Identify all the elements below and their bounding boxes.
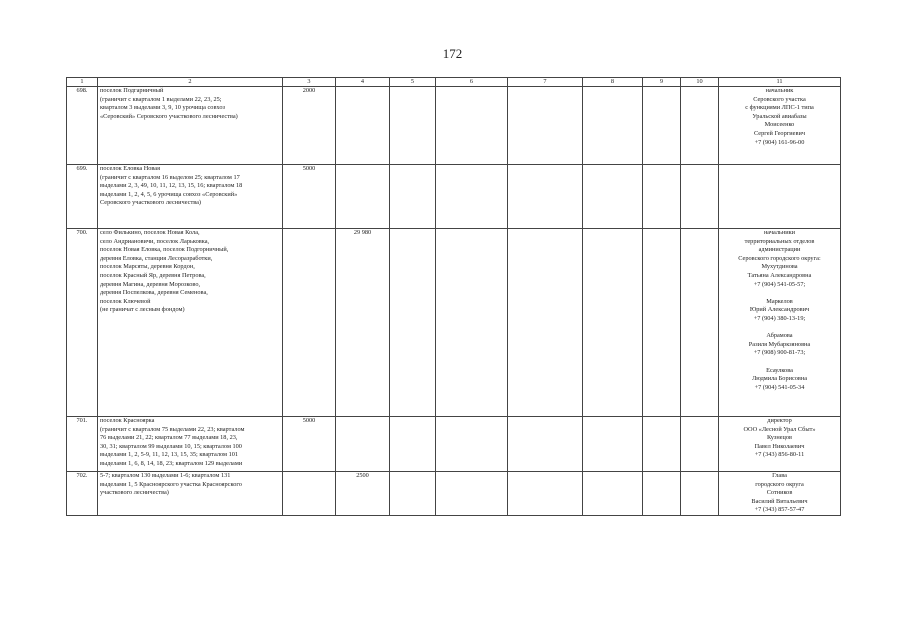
column-6-cell	[436, 165, 508, 229]
desc-line: (не граничат с лесным фондом)	[100, 306, 185, 314]
table-row	[67, 417, 841, 472]
contact-line: Маркелов	[766, 297, 793, 305]
table-row	[67, 165, 841, 229]
column-8-cell	[583, 229, 643, 417]
register-table	[66, 77, 841, 516]
desc-line: выделами 1, 2, 5-9, 11, 12, 13, 15, 35; кварталом 101	[100, 451, 239, 459]
row-number-cell: 699.	[67, 165, 98, 229]
column-8-cell	[583, 417, 643, 472]
desc-line: кварталом 3 выделами 3, 9, 10 урочища совхоз	[100, 104, 225, 112]
contact-line: Василий Витальевич	[751, 497, 808, 505]
contact-line: +7 (343) 856-80-11	[754, 451, 805, 459]
desc-line: Серовского участкового лесничества)	[100, 199, 201, 207]
column-6-cell	[436, 417, 508, 472]
contact-line: Татьяна Александровна	[747, 271, 812, 279]
header-cell: 5	[390, 78, 436, 87]
desc-line: 76 выделами 21, 22; кварталом 77 выделами 18, 23,	[100, 434, 238, 442]
column-3-cell: 2000	[283, 87, 336, 165]
desc-line: поселок Еловка Новая	[100, 165, 160, 172]
contact-line: городского округа	[755, 480, 804, 488]
desc-line: выделами 2, 3, 49, 10, 11, 12, 13, 15, 16; кварталом 18	[100, 182, 243, 190]
column-6-cell	[436, 87, 508, 165]
desc-line: выделами 1, 5 Красноярского участка Красноярского	[100, 480, 242, 488]
table-row	[67, 472, 841, 516]
contact-line: Есаулкова	[766, 366, 793, 374]
header-cell: 11	[719, 78, 841, 87]
desc-line: участкового лесничества)	[100, 489, 169, 497]
row-number-cell: 700.	[67, 229, 98, 417]
contact-cell	[719, 417, 841, 472]
column-5-cell	[390, 87, 436, 165]
contact-line: ООО «Лесной Урал Сбыт»	[743, 425, 816, 433]
row-number-cell: 702.	[67, 472, 98, 516]
contact-line: Юрий Александрович	[749, 306, 810, 314]
column-9-cell	[643, 417, 681, 472]
column-8-cell	[583, 472, 643, 516]
contact-line: Уральской авиабазы	[752, 112, 807, 120]
column-5-cell	[390, 229, 436, 417]
column-7-cell	[508, 417, 583, 472]
contact-cell	[719, 472, 841, 516]
contact-line	[721, 358, 838, 367]
column-3-cell	[283, 229, 336, 417]
contact-line: +7 (343) 857-57-47	[754, 506, 805, 514]
desc-line: поселок Красный Яр, деревня Петрова,	[100, 271, 206, 279]
column-5-cell	[390, 472, 436, 516]
contact-line: +7 (904) 380-13-19;	[753, 314, 806, 322]
desc-line: село Андриановичи, поселок Ларьковка,	[100, 237, 210, 245]
column-7-cell	[508, 87, 583, 165]
contact-line: Сергей Георгиевич	[754, 129, 805, 137]
contact-cell	[719, 229, 841, 417]
header-cell: 6	[436, 78, 508, 87]
header-cell: 7	[508, 78, 583, 87]
header-cell: 2	[98, 78, 283, 87]
contact-line: +7 (904) 541-05-57;	[753, 280, 806, 288]
column-3-cell: 5000	[283, 165, 336, 229]
column-6-cell	[436, 229, 508, 417]
column-4-cell	[336, 165, 390, 229]
contact-line: Сотников	[766, 489, 793, 497]
header-cell: 1	[67, 78, 98, 87]
column-4-cell	[336, 87, 390, 165]
desc-line: (граничит с кварталом 16 выделом 25; кварталом 17	[100, 173, 240, 181]
settlement-description-cell	[98, 87, 283, 165]
column-7-cell	[508, 229, 583, 417]
contact-cell	[719, 87, 841, 165]
contact-line: +7 (908) 900-81-73;	[753, 349, 806, 357]
desc-line: поселок Ключевой	[100, 297, 151, 305]
contact-cell	[719, 165, 841, 229]
desc-line: село Филькино, поселок Новая Кола,	[100, 229, 200, 236]
desc-line: деревня Поспелкова, деревня Семенова,	[100, 289, 208, 297]
column-3-cell: 5000	[283, 417, 336, 472]
contact-line: начальники	[763, 229, 796, 236]
column-7-cell	[508, 165, 583, 229]
desc-line: (граничит с кварталом 75 выделами 22, 23; кварталом	[100, 425, 245, 433]
settlement-description-cell	[98, 229, 283, 417]
contact-line: Кузнецов	[766, 434, 793, 442]
contact-line: администрации	[758, 246, 801, 254]
column-6-cell	[436, 472, 508, 516]
header-cell: 3	[283, 78, 336, 87]
contact-line: директор	[767, 417, 792, 424]
desc-line: деревня Магина, деревня Морозково,	[100, 280, 201, 288]
contact-line	[721, 289, 838, 298]
settlement-description-cell	[98, 165, 283, 229]
contact-line: Абрамова	[766, 332, 793, 340]
header-cell: 8	[583, 78, 643, 87]
desc-line: 30, 31; кварталом 99 выделами 10, 15; кварталом 100	[100, 442, 242, 450]
desc-line: 5-7; кварталом 130 выделами 1-6; кварталом 131	[100, 472, 231, 479]
contact-line: Моисеенко	[764, 121, 795, 129]
desc-line: деревня Еловка, станция Лесоразработки,	[100, 254, 213, 262]
column-10-cell	[681, 229, 719, 417]
desc-line: поселок Марсяты, деревня Кордон,	[100, 263, 195, 271]
contact-line: Серовского участка	[753, 95, 806, 103]
column-10-cell	[681, 165, 719, 229]
contact-line	[721, 324, 838, 333]
column-8-cell	[583, 165, 643, 229]
settlement-description-cell	[98, 472, 283, 516]
settlement-description-cell	[98, 417, 283, 472]
column-3-cell	[283, 472, 336, 516]
column-10-cell	[681, 417, 719, 472]
contact-line: территориальных отделов	[744, 237, 815, 245]
desc-line: поселок Новая Еловка, поселок Подгорничный,	[100, 246, 229, 254]
desc-line: «Серовский» Серовского участкового лесничества)	[100, 112, 238, 120]
desc-line: выделами 1, 6, 8, 14, 18, 23; кварталом 129 выделами	[100, 459, 243, 467]
column-10-cell	[681, 472, 719, 516]
contact-line: Мухутдинова	[761, 263, 798, 271]
column-9-cell	[643, 165, 681, 229]
column-8-cell	[583, 87, 643, 165]
contact-line: начальник	[765, 87, 794, 94]
contact-line: Людмила Борисовна	[751, 375, 808, 383]
column-7-cell	[508, 472, 583, 516]
header-cell: 4	[336, 78, 390, 87]
desc-line: поселок Подгарничный	[100, 87, 164, 94]
desc-line: выделами 1, 2, 4, 5, 6 урочища совхоз «Серовский»	[100, 190, 238, 198]
row-number-cell: 701.	[67, 417, 98, 472]
column-4-cell: 2500	[336, 472, 390, 516]
desc-line: поселок Красноярка	[100, 417, 155, 424]
contact-line: +7 (904) 161-96-00	[754, 138, 805, 146]
column-4-cell	[336, 417, 390, 472]
page-number: 172	[442, 46, 463, 61]
column-4-cell: 29 980	[336, 229, 390, 417]
contact-line: Разиля Мубаркзяновна	[748, 340, 811, 348]
column-9-cell	[643, 472, 681, 516]
desc-line: (граничит с кварталом 1 выделами 22, 23, 25;	[100, 95, 222, 103]
contact-line: Серовского городского округа:	[738, 254, 821, 262]
column-5-cell	[390, 417, 436, 472]
header-cell: 9	[643, 78, 681, 87]
header-row	[67, 78, 841, 87]
contact-line: с функциями ЛПС-1 типа	[745, 104, 814, 112]
row-number-cell: 698.	[67, 87, 98, 165]
contact-line: Павел Николаевич	[754, 442, 805, 450]
column-9-cell	[643, 229, 681, 417]
contact-line: +7 (904) 541-05-34	[754, 383, 805, 391]
column-5-cell	[390, 165, 436, 229]
column-10-cell	[681, 87, 719, 165]
table-row	[67, 229, 841, 417]
contact-line: Глава	[772, 472, 787, 479]
table-row	[67, 87, 841, 165]
column-9-cell	[643, 87, 681, 165]
header-cell: 10	[681, 78, 719, 87]
